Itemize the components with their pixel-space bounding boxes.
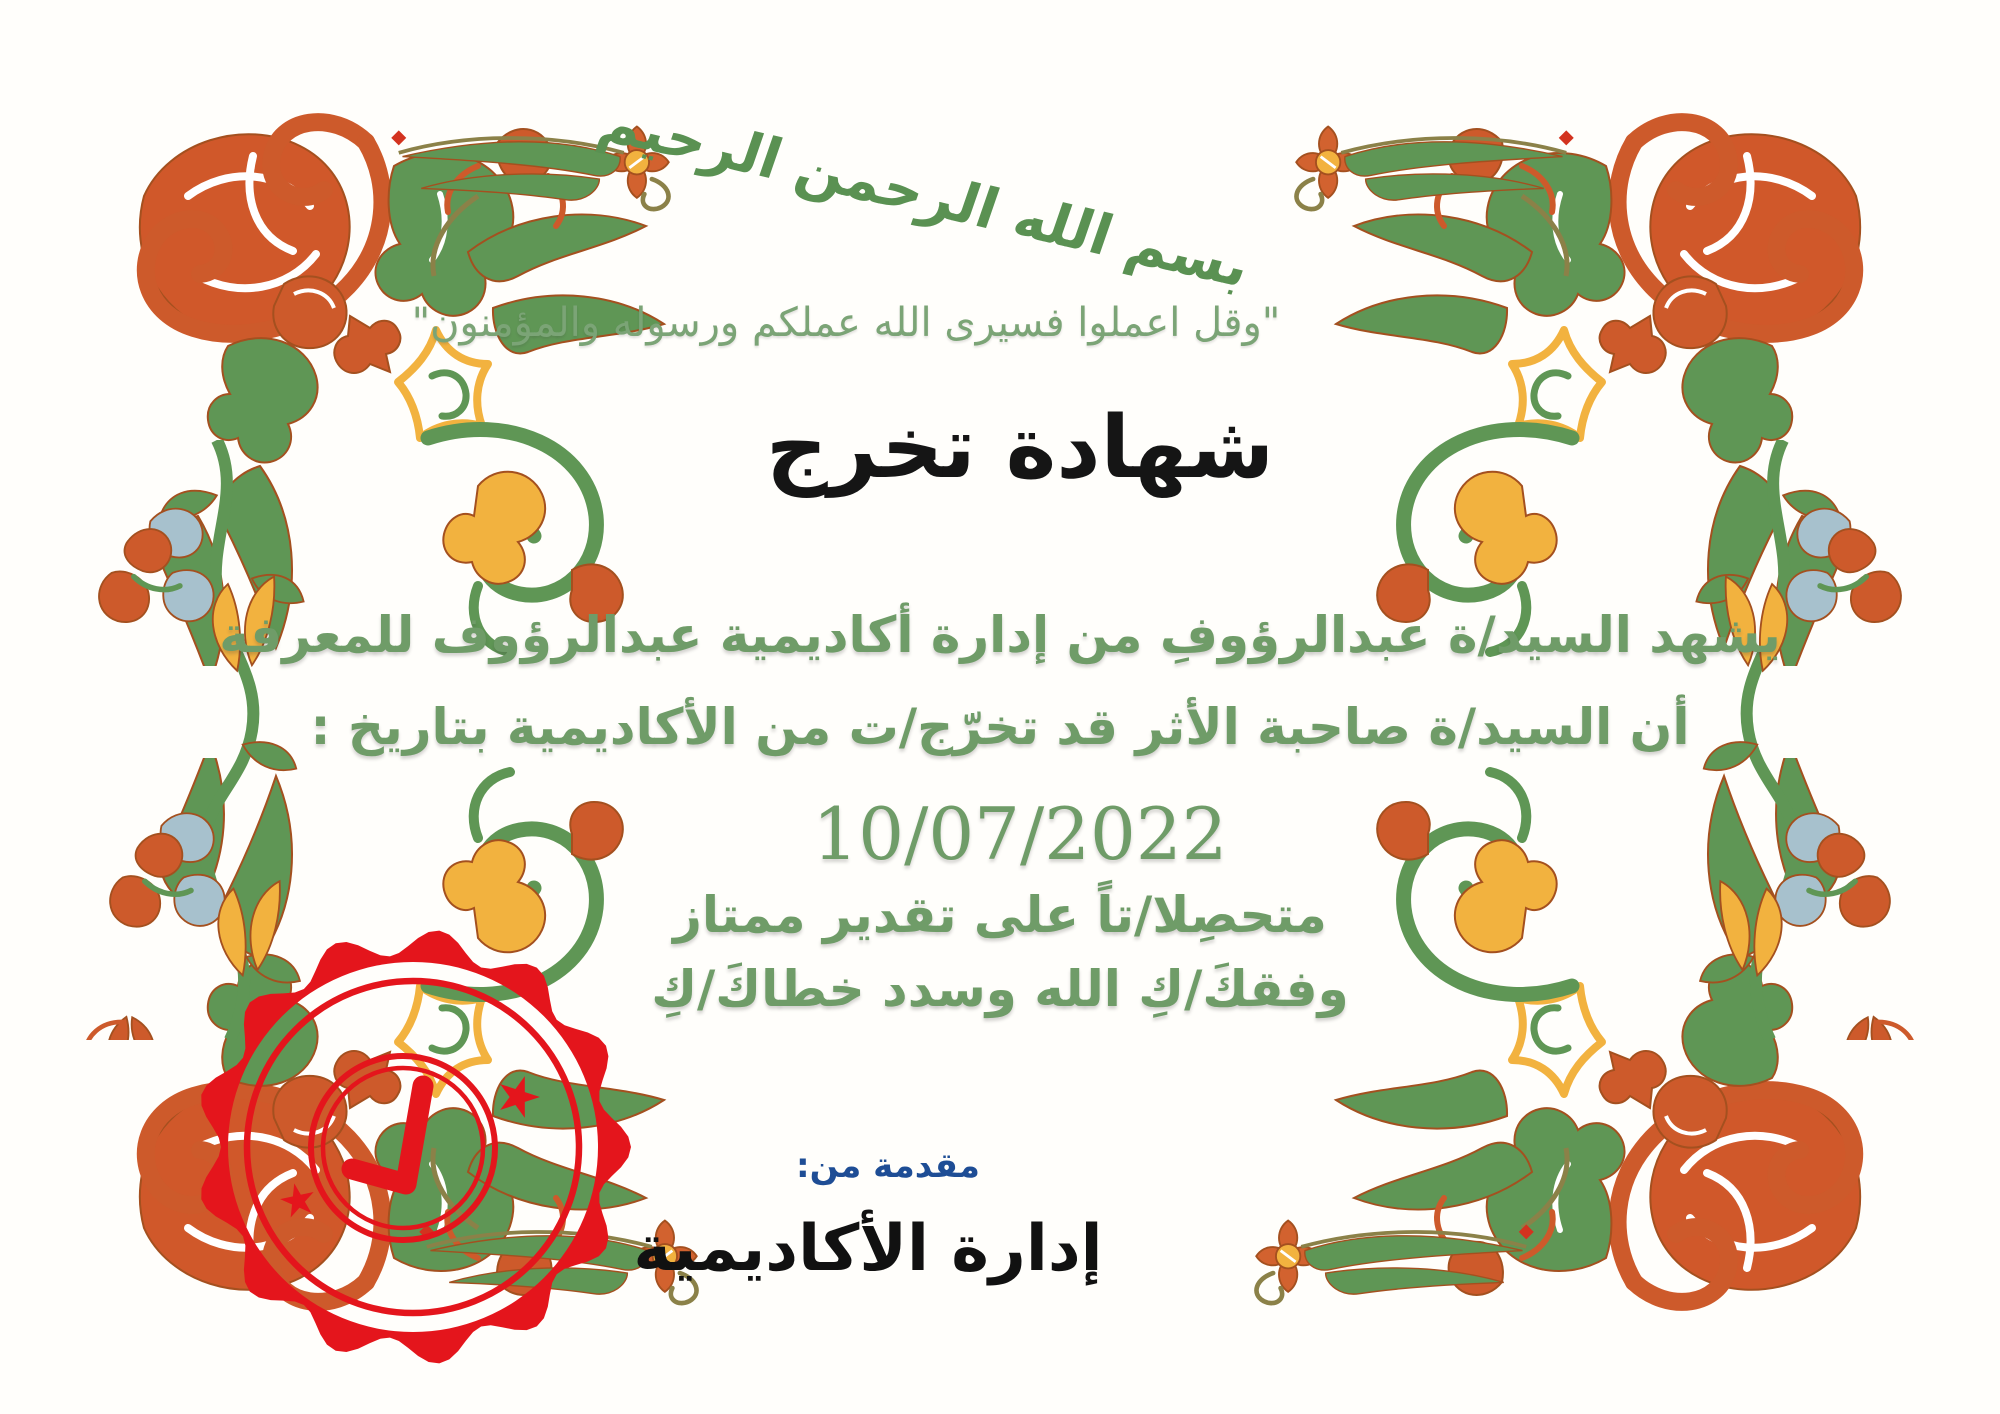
- graduation-date: 10/07/2022: [812, 792, 1228, 876]
- graduation-line: أن السيد/ة صاحبة الأثر قد تخرّج/ت من الأكاديمية بتاريخ :: [310, 698, 1690, 756]
- bismillah-text: بسم الله الرحمن الرحيم: [591, 89, 1259, 301]
- presented-by-label: مقدمة من:: [796, 1146, 980, 1186]
- quran-quote: "وقل اعملوا فسيرى الله عملكم ورسوله والمؤمنون": [411, 300, 1281, 346]
- certificate-title: شهادة تخرج: [765, 398, 1275, 498]
- grade-line: متحصِلا/تاً على تقدير ممتاز: [673, 886, 1327, 944]
- checkmark-icon: [352, 1086, 423, 1184]
- witness-line: يشهد السيد/ة عبدالرؤوفِ من إدارة أكاديمية عبدالرؤوف للمعرفة: [219, 606, 1781, 664]
- swirl-divider-top-right: [1285, 100, 1585, 230]
- blessing-line: وفقكَ/كِ الله وسدد خطاكَ/كِ: [651, 960, 1349, 1018]
- approval-stamp: [178, 912, 648, 1382]
- issuer-name: إدارة الأكاديمية: [633, 1212, 1103, 1286]
- star-icon: [493, 1070, 545, 1121]
- bismillah-calligraphy: [591, 70, 1259, 320]
- star-icon: [278, 1180, 318, 1219]
